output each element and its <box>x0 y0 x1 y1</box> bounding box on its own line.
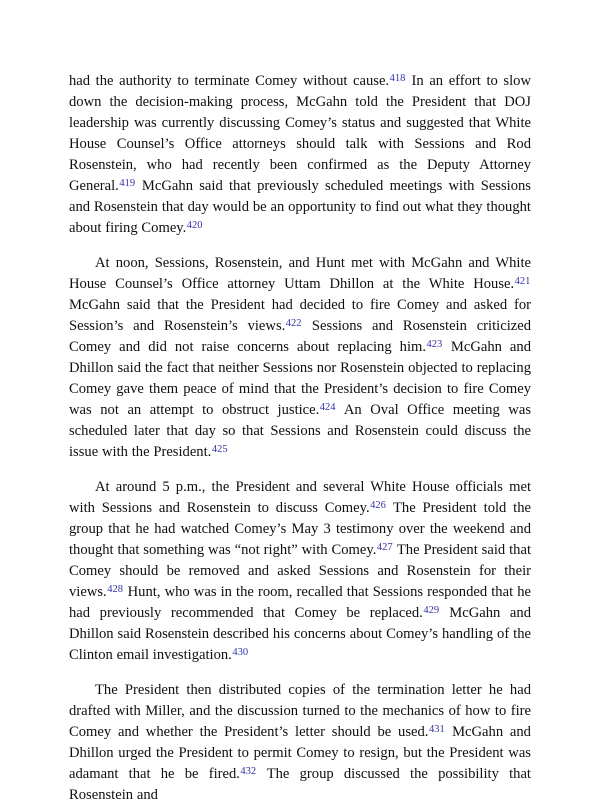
paragraph-2 <box>69 253 531 463</box>
footnote-reference-431[interactable]: 431 <box>428 723 445 735</box>
text-run: McGahn said that the President had decided to fire Comey and asked for Session’s and Rosenstein’s views. <box>69 297 531 334</box>
footnote-reference-422[interactable]: 422 <box>285 317 302 329</box>
paragraph-4 <box>69 680 531 806</box>
footnote-reference-421[interactable]: 421 <box>514 275 531 287</box>
text-run: McGahn said that previously scheduled meetings with Sessions and Rosenstein that day would be an opportunity to find out what they thought about firing Comey. <box>69 178 531 236</box>
text-run: In an effort to slow down the decision-making process, McGahn told the President that DOJ leadership was currently discussing Comey’s status and suggested that White House Counsel’s Office attorneys should talk with Sessions and Rod Rosenstein, who had recently been confirmed as the Deputy Attorney General. <box>69 73 531 194</box>
footnote-reference-420[interactable]: 420 <box>186 219 203 231</box>
paragraph-1 <box>69 71 531 239</box>
footnote-reference-428[interactable]: 428 <box>107 583 123 595</box>
footnote-reference-419[interactable]: 419 <box>119 177 136 189</box>
text-run: McGahn and Dhillon urged the President to permit Comey to resign, but the President was adamant that he be fired. <box>69 724 531 782</box>
text-run: The President then distributed copies of the termination letter he had drafted with Miller, and the discussion turned to the mechanics of how to fire Comey and whether the President’s letter should be used. <box>69 682 531 740</box>
footnote-reference-424[interactable]: 424 <box>319 401 336 413</box>
footnote-reference-426[interactable]: 426 <box>370 499 386 511</box>
text-run: Sessions and Rosenstein criticized Comey and did not raise concerns about replacing him. <box>69 318 531 355</box>
text-run: McGahn and Dhillon said Rosenstein described his concerns about Comey’s handling of the Clinton email investigation. <box>69 605 531 663</box>
text-run: McGahn and Dhillon said the fact that neither Sessions nor Rosenstein objected to replacing Comey gave them peace of mind that the President’s decision to fire Comey was not an attempt to obstruct justice. <box>69 339 531 418</box>
text-run: An Oval Office meeting was scheduled later that day so that Sessions and Rosenstein could discuss the issue with the President. <box>69 402 531 460</box>
footnote-reference-430[interactable]: 430 <box>232 646 249 658</box>
text-run: At around 5 p.m., the President and several White House officials met with Sessions and Rosenstein to discuss Comey. <box>69 479 531 516</box>
text-run: had the authority to terminate Comey without cause. <box>69 73 390 89</box>
paragraph-3 <box>69 477 531 666</box>
footnote-reference-425[interactable]: 425 <box>211 443 228 455</box>
footnote-reference-423[interactable]: 423 <box>426 338 443 350</box>
body-text-column <box>69 71 531 806</box>
text-run: At noon, Sessions, Rosenstein, and Hunt met with McGahn and White House Counsel’s Office attorney Uttam Dhillon at the White House. <box>69 255 531 292</box>
footnote-reference-418[interactable]: 418 <box>389 72 406 84</box>
text-run: Hunt, who was in the room, recalled that Sessions responded that he had previously recommended that Comey be replaced. <box>69 584 531 621</box>
footnote-reference-432[interactable]: 432 <box>240 765 257 777</box>
text-run: The President said that Comey should be removed and asked Sessions and Rosenstein for their views. <box>69 542 531 600</box>
text-run: The group discussed the possibility that Rosenstein and <box>69 766 531 803</box>
text-run: The President told the group that he had watched Comey’s May 3 testimony over the weekend and thought that something was “not right” with Comey. <box>69 500 532 558</box>
footnote-reference-429[interactable]: 429 <box>423 604 440 616</box>
footnote-reference-427[interactable]: 427 <box>376 541 393 553</box>
